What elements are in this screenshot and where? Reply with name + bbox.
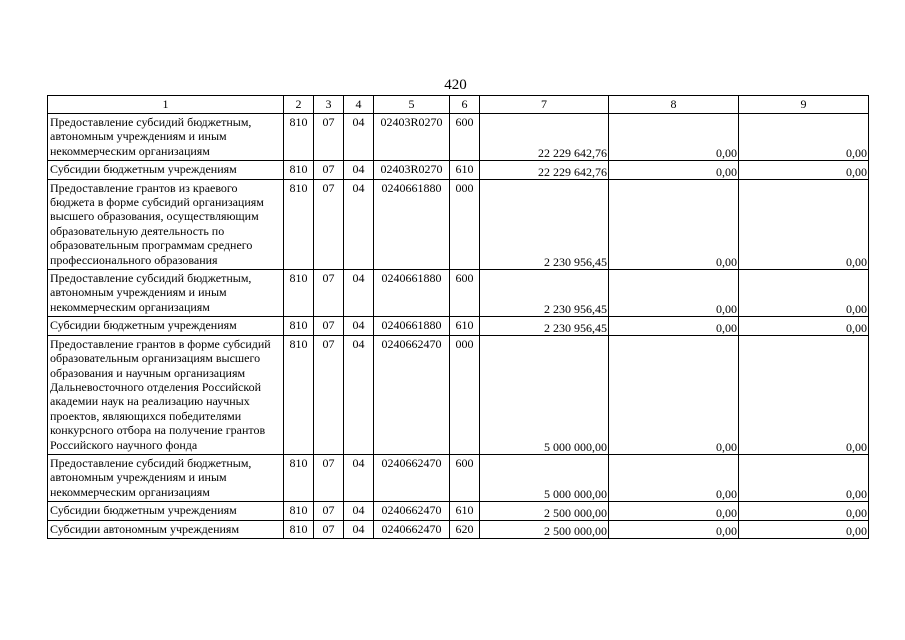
amount-col7 bbox=[480, 161, 609, 179]
table-row bbox=[48, 502, 869, 520]
amount-col8-value: 0,00 bbox=[716, 487, 737, 502]
code-expense-type: 600 bbox=[450, 114, 480, 161]
amount-col7 bbox=[480, 454, 609, 501]
amount-col9-value: 0,00 bbox=[846, 505, 867, 520]
amount-col8 bbox=[609, 270, 739, 317]
amount-col8 bbox=[609, 179, 739, 269]
code-section: 07 bbox=[314, 520, 344, 538]
code-target: 0240661880 bbox=[374, 179, 450, 269]
amount-col7-value: 5 000 000,00 bbox=[544, 487, 607, 502]
code-subsection: 04 bbox=[344, 179, 374, 269]
amount-col8 bbox=[609, 454, 739, 501]
amount-col7-value: 2 230 956,45 bbox=[544, 255, 607, 270]
amount-col7-value: 2 230 956,45 bbox=[544, 320, 607, 335]
column-header-5: 5 bbox=[374, 96, 450, 114]
code-subsection: 04 bbox=[344, 161, 374, 179]
amount-col7 bbox=[480, 317, 609, 335]
code-expense-type: 620 bbox=[450, 520, 480, 538]
budget-table bbox=[47, 95, 869, 539]
code-section: 07 bbox=[314, 161, 344, 179]
amount-col8-value: 0,00 bbox=[716, 523, 737, 538]
amount-col9-value: 0,00 bbox=[846, 439, 867, 454]
code-target: 02403R0270 bbox=[374, 161, 450, 179]
amount-col8 bbox=[609, 114, 739, 161]
code-ministry: 810 bbox=[284, 454, 314, 501]
code-section: 07 bbox=[314, 270, 344, 317]
code-target: 0240662470 bbox=[374, 520, 450, 538]
table-row bbox=[48, 520, 869, 538]
amount-col7 bbox=[480, 179, 609, 269]
amount-col9-value: 0,00 bbox=[846, 320, 867, 335]
row-description: Предоставление грантов из краевого бюджета в форме субсидий организациям высшего образования, осуществляющим образовательную деятельность по образовательным программам среднего профессионального образования bbox=[48, 179, 284, 269]
row-description: Субсидии автономным учреждениям bbox=[48, 520, 284, 538]
column-header-8: 8 bbox=[609, 96, 739, 114]
amount-col7 bbox=[480, 502, 609, 520]
code-section: 07 bbox=[314, 335, 344, 454]
code-ministry: 810 bbox=[284, 179, 314, 269]
code-expense-type: 610 bbox=[450, 502, 480, 520]
amount-col8 bbox=[609, 502, 739, 520]
code-section: 07 bbox=[314, 317, 344, 335]
amount-col9 bbox=[739, 179, 869, 269]
amount-col8-value: 0,00 bbox=[716, 439, 737, 454]
code-subsection: 04 bbox=[344, 114, 374, 161]
amount-col9 bbox=[739, 114, 869, 161]
table-row bbox=[48, 114, 869, 161]
row-description: Предоставление субсидий бюджетным, автономным учреждениям и иным некоммерческим организациям bbox=[48, 114, 284, 161]
table-row bbox=[48, 179, 869, 269]
code-subsection: 04 bbox=[344, 270, 374, 317]
amount-col8-value: 0,00 bbox=[716, 164, 737, 179]
row-description: Субсидии бюджетным учреждениям bbox=[48, 161, 284, 179]
row-description: Предоставление субсидий бюджетным, автономным учреждениям и иным некоммерческим организациям bbox=[48, 454, 284, 501]
code-target: 0240661880 bbox=[374, 317, 450, 335]
amount-col7-value: 22 229 642,76 bbox=[538, 146, 607, 161]
code-ministry: 810 bbox=[284, 161, 314, 179]
code-ministry: 810 bbox=[284, 270, 314, 317]
amount-col9 bbox=[739, 520, 869, 538]
column-header-4: 4 bbox=[344, 96, 374, 114]
amount-col7 bbox=[480, 520, 609, 538]
amount-col7-value: 5 000 000,00 bbox=[544, 439, 607, 454]
amount-col8-value: 0,00 bbox=[716, 320, 737, 335]
code-expense-type: 000 bbox=[450, 335, 480, 454]
amount-col9-value: 0,00 bbox=[846, 302, 867, 317]
code-section: 07 bbox=[314, 179, 344, 269]
column-header-1: 1 bbox=[48, 96, 284, 114]
amount-col8 bbox=[609, 317, 739, 335]
amount-col8-value: 0,00 bbox=[716, 302, 737, 317]
amount-col8-value: 0,00 bbox=[716, 505, 737, 520]
code-ministry: 810 bbox=[284, 114, 314, 161]
amount-col9 bbox=[739, 335, 869, 454]
amount-col9 bbox=[739, 161, 869, 179]
code-target: 0240661880 bbox=[374, 270, 450, 317]
code-expense-type: 000 bbox=[450, 179, 480, 269]
code-target: 0240662470 bbox=[374, 502, 450, 520]
code-section: 07 bbox=[314, 502, 344, 520]
code-subsection: 04 bbox=[344, 335, 374, 454]
amount-col8 bbox=[609, 520, 739, 538]
table-row bbox=[48, 317, 869, 335]
column-header-2: 2 bbox=[284, 96, 314, 114]
code-ministry: 810 bbox=[284, 520, 314, 538]
amount-col7 bbox=[480, 335, 609, 454]
code-target: 02403R0270 bbox=[374, 114, 450, 161]
amount-col7-value: 2 500 000,00 bbox=[544, 523, 607, 538]
code-expense-type: 610 bbox=[450, 161, 480, 179]
table-row bbox=[48, 454, 869, 501]
amount-col9 bbox=[739, 270, 869, 317]
code-ministry: 810 bbox=[284, 317, 314, 335]
code-target: 0240662470 bbox=[374, 335, 450, 454]
column-header-7: 7 bbox=[480, 96, 609, 114]
amount-col8 bbox=[609, 161, 739, 179]
code-ministry: 810 bbox=[284, 502, 314, 520]
amount-col9 bbox=[739, 502, 869, 520]
amount-col9-value: 0,00 bbox=[846, 146, 867, 161]
amount-col7-value: 2 230 956,45 bbox=[544, 302, 607, 317]
table-row bbox=[48, 335, 869, 454]
amount-col7 bbox=[480, 270, 609, 317]
amount-col8 bbox=[609, 335, 739, 454]
row-description: Субсидии бюджетным учреждениям bbox=[48, 502, 284, 520]
amount-col9-value: 0,00 bbox=[846, 164, 867, 179]
code-expense-type: 600 bbox=[450, 270, 480, 317]
code-subsection: 04 bbox=[344, 502, 374, 520]
code-subsection: 04 bbox=[344, 317, 374, 335]
code-section: 07 bbox=[314, 114, 344, 161]
amount-col9-value: 0,00 bbox=[846, 523, 867, 538]
amount-col7-value: 2 500 000,00 bbox=[544, 505, 607, 520]
amount-col9-value: 0,00 bbox=[846, 487, 867, 502]
amount-col9 bbox=[739, 317, 869, 335]
row-description: Предоставление субсидий бюджетным, автономным учреждениям и иным некоммерческим организациям bbox=[48, 270, 284, 317]
amount-col7 bbox=[480, 114, 609, 161]
code-expense-type: 610 bbox=[450, 317, 480, 335]
header-row bbox=[48, 96, 869, 114]
amount-col8-value: 0,00 bbox=[716, 146, 737, 161]
column-header-3: 3 bbox=[314, 96, 344, 114]
column-header-9: 9 bbox=[739, 96, 869, 114]
code-subsection: 04 bbox=[344, 454, 374, 501]
row-description: Предоставление грантов в форме субсидий образовательным организациям высшего образования и научным организациям Дальневосточного отделения Российской академии наук на реализацию научных проектов, являющихся победителями конкурсного отбора на получение грантов Российского научного фонда bbox=[48, 335, 284, 454]
amount-col8-value: 0,00 bbox=[716, 255, 737, 270]
code-ministry: 810 bbox=[284, 335, 314, 454]
table-row bbox=[48, 161, 869, 179]
code-expense-type: 600 bbox=[450, 454, 480, 501]
page-number: 420 bbox=[444, 77, 467, 93]
code-section: 07 bbox=[314, 454, 344, 501]
amount-col7-value: 22 229 642,76 bbox=[538, 164, 607, 179]
table-row bbox=[48, 270, 869, 317]
column-header-6: 6 bbox=[450, 96, 480, 114]
amount-col9-value: 0,00 bbox=[846, 255, 867, 270]
row-description: Субсидии бюджетным учреждениям bbox=[48, 317, 284, 335]
amount-col9 bbox=[739, 454, 869, 501]
code-target: 0240662470 bbox=[374, 454, 450, 501]
code-subsection: 04 bbox=[344, 520, 374, 538]
